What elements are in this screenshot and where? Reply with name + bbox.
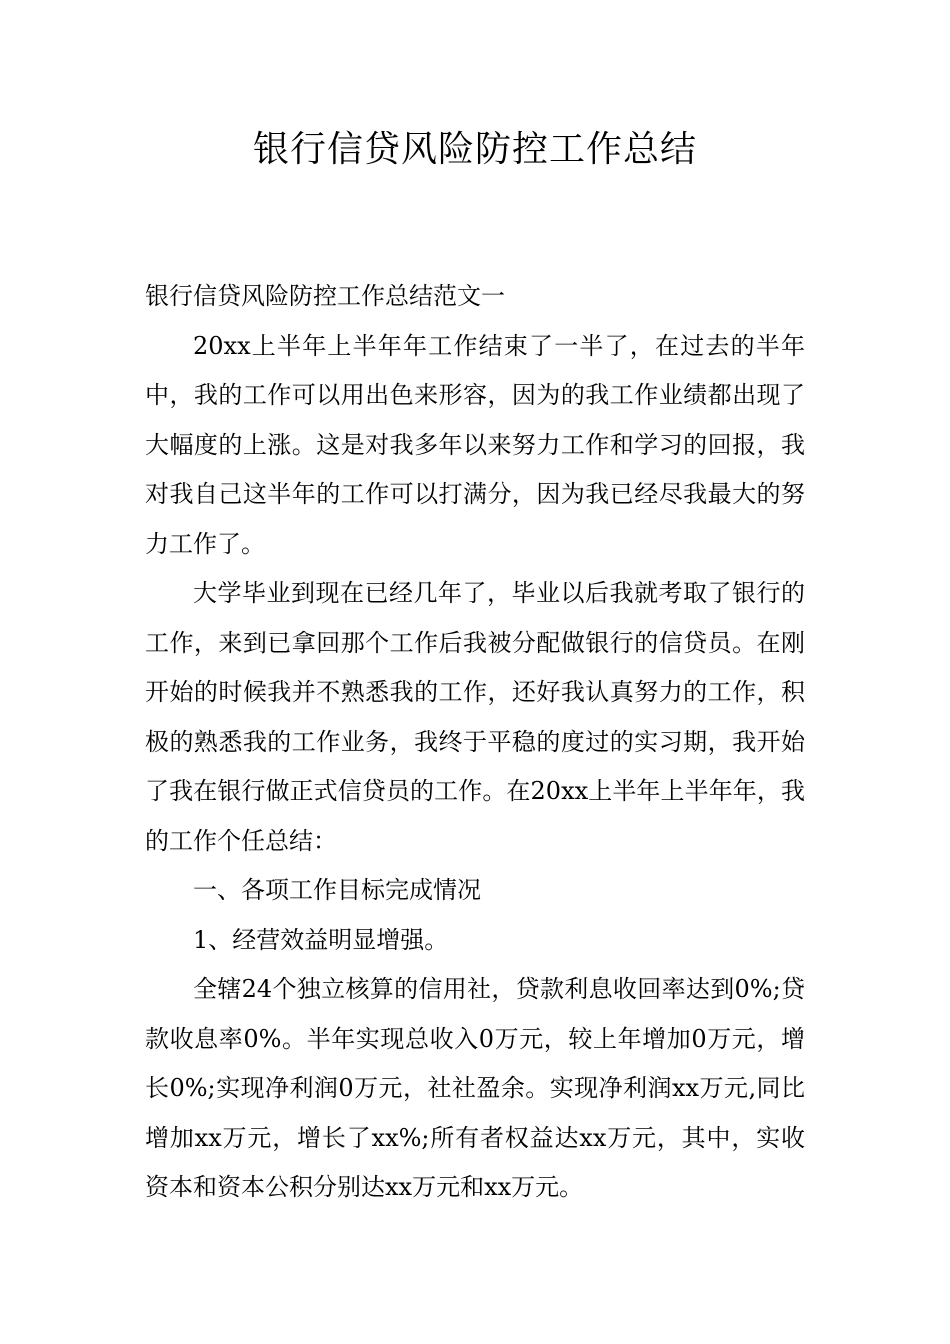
paragraph-results: 全辖24个独立核算的信用社，贷款利息收回率达到0%;贷款收息率0%。半年实现总收入0万元，较上年增加0万元，增长0%;实现净利润0万元，社社盈余。实现净利润xx万元,同比增加xx万元，增长了xx%;所有者权益达xx万元，其中，实收资本和资本公积分别达xx万元和xx万元。 <box>145 975 805 1201</box>
document-body <box>145 272 805 1213</box>
section-heading: 一、各项工作目标完成情况 <box>193 876 481 904</box>
paragraph-background: 大学毕业到现在已经几年了，毕业以后我就考取了银行的工作，来到已拿回那个工作后我被分配做银行的信贷员。在刚开始的时候我并不熟悉我的工作，还好我认真努力的工作，积极的熟悉我的工作业务，我终于平稳的度过的实习期，我开始了我在银行做正式信贷员的工作。在20xx上半年上半年年，我的工作个任总结： <box>145 579 805 855</box>
paragraph-intro: 20xx上半年上半年年工作结束了一半了，在过去的半年中，我的工作可以用出色来形容，因为的我工作业绩都出现了大幅度的上涨。这是对我多年以来努力工作和学习的回报，我对我自己这半年的工作可以打满分，因为我已经尽我最大的努力工作了。 <box>145 331 805 558</box>
subsection-heading: 1、经营效益明显增强。 <box>193 925 449 954</box>
document-title: 银行信贷风险防控工作总结 <box>252 129 697 170</box>
document-subtitle: 银行信贷风险防控工作总结范文一 <box>145 282 505 310</box>
